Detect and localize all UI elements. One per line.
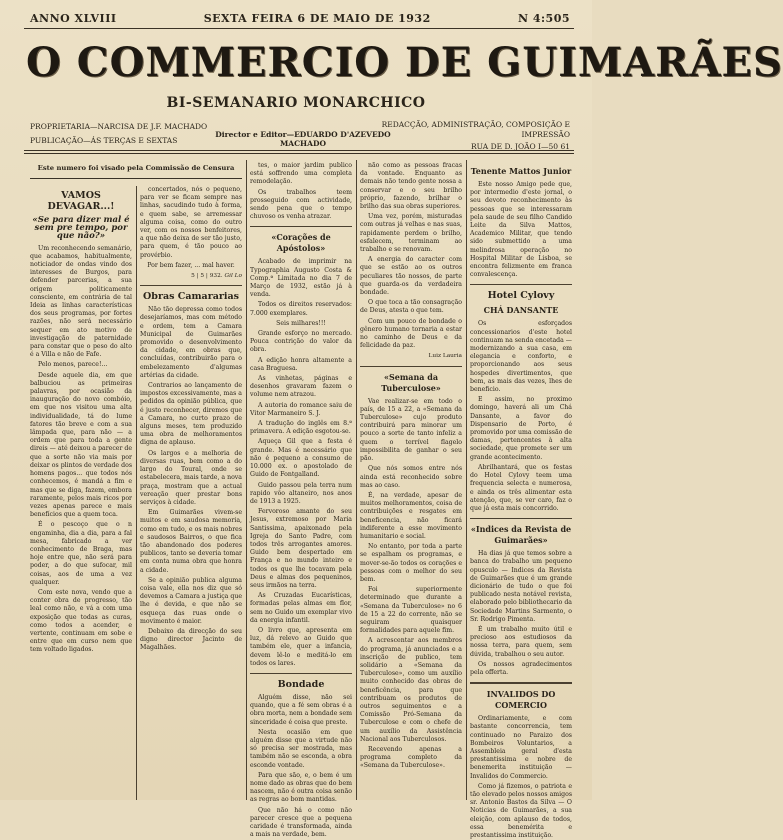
censor-notice: Este numero foi visado pela Commissão de Censura	[37, 164, 235, 172]
obras-paragraph: Os largos e a melhoria de diversas ruas, bem como a do largo do Toural, onde se estabelecera, mais tarde, a nova praça, mostram que a actual vereação quer prestar bons serviços à cidade.	[140, 449, 242, 506]
article-separator	[360, 366, 462, 367]
article-separator	[250, 226, 352, 227]
column-5	[470, 162, 572, 839]
issue-number: N 4:505	[517, 11, 570, 25]
semana-paragraph: Foi superiormente determinado que durante a «Semana da Tuberculose» no 6 de 15 a 22 do corrente, não se seguiram quaisquer formalidades para aquele fim.	[360, 586, 462, 635]
coracoes-heading: «Corações de Apóstolos»	[271, 232, 331, 254]
obras-paragraph: Se a opinião publica alguma coisa vale, ella nos diz que só devemos a Camara a justiça que lhe é devida, e que não se esqueça das ruas onde o movimento é maior.	[140, 576, 242, 625]
coracoes-paragraph: Aqueça Gil que a festa é grande. Mas é necessário que não é pequeno a consumo de 10.000 ex. o apostolado de Guido de Fontgalland.	[250, 438, 352, 479]
column-divider-1	[136, 186, 137, 800]
vamos-paragraph: Desde aquele dia, em que balbuciou as primeiras palavras, por ocasião da inauguração do novo combóio, em que nos visitou uma alta individualidade, tá do lume fatores tão breve e com a sua lâmpada que, para não — a ordem que para toda a gente direis — até deixou a parecer de que a sorte não via mais por deixar os plintos de verdade dos homens pagos... que todos nós conhecemos, é mandá a fim e mas que se diga, fazem, embora raramente, pelos mais ricos por vezes apenas parece e mais benefícios que a quem toca.	[30, 371, 133, 519]
bondade-continued: não como as pessoas fracas da vontade. Enquanto as demais não tendo gente nossa a conservar e o seu brilho próprio, fazendo, brilhar o brilho das sua obras superiores.	[360, 162, 462, 211]
vamos-paragraph: Um reconhecendo semanário, que acabamos, habitualmente, noticiador de ondas vindo dos interesses de Burgos, para defender parcerias, a sua origem politicamente consciente, em contrária de tal Ideia as linhas características dos seus programas, por fortes razões, não será necessário sequer em ato motivo de investigação de paternidade para constar que o peso do alto é a Villa e não de Fafe.	[30, 244, 132, 359]
publication-line: PUBLICAÇÃO—ÁS TERÇAS E SEXTAS	[30, 136, 178, 145]
indices-heading: «Indices da Revista de Guimarães»	[470, 524, 572, 546]
obras-paragraph: Não tão depressa como todos desejaríamos, mas com método e ordem, tem a Camara Municipal de Guimarães promovido o desenvolvimento da cidade, em obras que, concluídas, contribuirão para o embelezamento d'algumas artérias da cidade.	[140, 306, 242, 379]
obras-continued: tes, o maior jardim publico está soffrendo uma completa remodelação.	[250, 162, 352, 186]
indices-paragraph: É um trabalho muito útil e precioso aos estudiosos da nossa terra, para quem, sem dúvida, trabalhou o seu autor.	[470, 625, 572, 658]
cha-heading: CHÁ DANSANTE	[483, 305, 559, 316]
indices-paragraph: Ha dias já que temos sobre a banca do trabalho um pequeno opusculo — Indices da Revista de Guimarães que é um grande dicionário de tudo o que foi publicado nesta notável revista, elaborado pelo bibliothecario da Sociedade Martins Sarmento, o Sr. Rodrigo Pimenta.	[470, 550, 572, 623]
coracoes-paragraph: Guido passou pela terra num rapido vôo altaneiro, nos anos de 1913 a 1925.	[250, 481, 352, 505]
obras-paragraph: Debaixo da direcção do seu digno director Jacinto de Magalhães.	[140, 627, 242, 652]
header-rule-2	[24, 153, 574, 154]
masthead-title: O COMMERCIO DE GUIMARÃES	[26, 39, 783, 86]
tenente-heading: Tenente Mattos Junior	[470, 166, 572, 176]
coracoes-paragraph: A tradução do inglês em 8.ª primavera. A edição esgotou-se.	[250, 420, 352, 436]
semana-paragraph: No entanto, por toda a parte se espalham os programas, e mover-se-ão todos os corações e pessoas com o melhor do seu bem.	[360, 543, 462, 583]
top-rule	[24, 28, 574, 29]
article-separator	[250, 673, 352, 674]
masthead-subtitle: BI-SEMANARIO MONARCHICO	[166, 95, 426, 111]
invalidos-paragraph: Ordinariamente, e com bastante concorrencia, tem continuado no Paraizo dos Bombeiros Voluntarios, a Assembleia geral d'esta prestantissima e nobre de benemerita instituição — Invalidos do Commercio.	[470, 715, 572, 780]
vamos-date: 5 | 5 | 932. Gil Lo	[191, 273, 242, 280]
vamos-quote: «Se para dizer mal é sem pre tempo, por que não?»	[32, 215, 130, 242]
coracoes-paragraph: A edição honra altamente a casa Braguesa.	[250, 356, 352, 372]
coracoes-paragraph: A autoria do romance saiu de Vitor Marmaneiro S. J.	[250, 401, 352, 417]
meta-left	[30, 120, 220, 148]
vamos-paragraph: Pelo menos, parece!...	[38, 361, 108, 369]
obras-continued: Os trabalhos teem prosseguido com actividade, sendo pena que o tempo chuvoso os venha atrazar.	[250, 188, 352, 221]
indices-paragraph: Os nossos agradecimentos pela offerta.	[470, 660, 572, 676]
bondade-paragraph: Alguém disse, não sei quando, que a fé sem obras é a obra morta, nem a bondade sem sinceridade é coisa que preste.	[250, 693, 352, 726]
issue-line	[30, 10, 570, 26]
article-separator	[470, 284, 572, 285]
semana-paragraph: A acrescentar aos membros do programa, já anunciados e a inscrição de publico, tem solidário a «Semana da Tuberculose», como um auxílio muito conhecido das obras de beneficência, para que contribuam os produtos de outros seguimentos e a Comissão Pró-Semana da Tuberculose e com o chefe de um auxílio da Assistência Nacional aos Tuberculosos.	[360, 637, 462, 743]
bondade-paragraph: Que não há o como não parecer cresce que a pequena caridade é transformada, ainda a mais na verdade, bem.	[250, 806, 352, 839]
column-divider-3	[356, 160, 357, 800]
volume-number: ANNO XLVIII	[30, 11, 117, 25]
hotel-paragraph: Os esforçados concessionarios d'este hotel continuam na senda encetada — modernizando a sua casa, em elegancia e conforto, e proporcionando aos seus hospedes divertimentos, que bem, as mais das vezes, lhes de beneficio.	[470, 320, 572, 394]
bondade-continued: Uma vez, porém, misturadas com outras já velhas e nas suas, rapidamente perdem o brilho, esfalecem, terminam ao trabalho e se renovam.	[360, 213, 462, 254]
vamos-continued: Por bem fazer, ... mal haver.	[147, 261, 235, 269]
semana-paragraph: Recevendo apenas a programa completo da «Semana da Tuberculose».	[360, 746, 462, 770]
vamos-heading: VAMOS DEVAGAR...!	[47, 190, 115, 212]
article-separator	[470, 518, 572, 519]
obras-heading: Obras Camararias	[143, 291, 239, 303]
coracoes-paragraph: Fervoroso amante do seu Jesus, extremoso por Maria Santissima, apaixonado pela Igreja do Santo Padre, com todos três arrogantes amores. Guido bem despertado em França e no mundo inteiro e todos os que lhe tocavam pela Deus e almas dos pequeninos, seus irmãos na terra.	[250, 508, 352, 589]
semana-heading: «Semana da Tuberculose»	[381, 371, 441, 393]
bondade-continued: A energia do caracter com que se estão ao os outros peculiares tão nossos, de parte que guarda-os da verdadeira bondade.	[360, 256, 462, 297]
coracoes-paragraph: Acabado de imprimir na Typographia Augusto Costa & Comp.ª Limitada no dia 7 de Março de 1932, estão já à venda.	[250, 258, 352, 299]
semana-paragraph: É, na verdade, apesar de muitos melhoramentos, coisa de contribuições e resgates em beneficencia, não ficará indiferente a esse movimento humanitario e social.	[360, 491, 462, 540]
coracoes-paragraph: Todos os direitos reservados: 7.000 exemplares.	[250, 301, 352, 317]
column-divider-2	[246, 160, 247, 800]
article-separator	[140, 285, 242, 286]
bondade-signature: Luiz Lauria	[428, 353, 462, 360]
director-line: Director e Editor—EDUARDO D'AZEVEDO MACHADO	[215, 130, 391, 148]
article-separator	[470, 682, 572, 684]
coracoes-paragraph: As vinhetas, páginas e desenhos gravaram fazem o volume nem atrazou.	[250, 375, 352, 399]
invalidos-heading: INVALIDOS DO COMERCIO	[486, 689, 556, 711]
tenente-paragraph: Este nosso Amigo pede que, por intermedio d'este jornal, o seu devoto reconhecimento às pessoas que se interessaram pela saude de seu filho Candido Leite da Silva Mattos, Academico Militar, que tendo sido submettido a uma melindrosa operação no Hospital Militar de Lisboa, se encontra felizmente em franca convalescença.	[470, 181, 572, 279]
address-line: RUA DE D. JOÃO I—50 61	[471, 142, 570, 151]
bondade-heading: Bondade	[277, 678, 325, 690]
hotel-paragraph: Abrilhantará, que os festas do Hotel Cylovy teem uma frequencia selecta e numerosa, e ainda os três alimentar esta atenção, que, se ver caro, faz o que já esta mais concorrido.	[470, 463, 572, 512]
meta-right	[380, 120, 570, 152]
column-3	[250, 162, 352, 839]
vamos-paragraph: Com este nova, vendo que a conter obra de progresso, tão leal como não, e vá a com uma exposição que todas as curas, como todos a acender, e vertente, continuam em sobe e entre que em curso nem que tem voltado ligados.	[30, 588, 132, 654]
owner-line: PROPRIETARIA—NARCISA DE J.F. MACHADO	[30, 122, 208, 131]
obras-paragraph: Em Guimarães vivem-se muitos e em saudosa memoria, como em tudo, e os mais nobres e saudosos Bairros, o que fica tão abandonado dos poderes publicos, tanto se deveria tomar em conta numa obra que honra a cidade.	[140, 509, 242, 574]
office-line: REDACÇÃO, ADMINISTRAÇÃO, COMPOSIÇÃO E IMPRESSÃO	[381, 120, 570, 139]
semana-paragraph: Que nós somos entre nós ainda está reconhecido sobre mas ao caso.	[360, 465, 462, 489]
issue-date: SEXTA FEIRA 6 DE MAIO DE 1932	[203, 11, 431, 25]
column-2	[140, 186, 242, 800]
coracoes-paragraph: Seis milhares!!!	[276, 319, 326, 327]
semana-paragraph: Vae realizar-se em todo o país, de 15 a 22, a «Semana da Tuberculose» cujo produto contribuirá para minorar um pouco a sorte de tanto infeliz a quem o terrível flagelo impossibilita de ganhar o seu pão.	[360, 397, 462, 463]
hotel-paragraph: E assim, no proximo domingo, haverá ali um Chá Dansante, a favor do Dispensario de Porto, é promovido por uma comissão de damas, pertencentes à alta sociedade, que promete ser um grande acontecimento.	[470, 396, 572, 461]
column-1	[30, 186, 132, 800]
bondade-continued: O que toca a tão consagração de Deus, atesta o que tem.	[360, 299, 462, 315]
column-divider-4	[466, 160, 467, 800]
bondade-continued: Com um pouco de bondade o gênero humano tornaria a estar no caminho de Deus e da felicidade da paz.	[360, 317, 462, 350]
bondade-paragraph: Nesta ocasião em que alguém disse que a virtude não só precisa ser mostrada, mas também não se esconda, a obra esconde vontade.	[250, 728, 352, 769]
vamos-continued: concertados, nós o pequeno, para ver se ficam sempre nas linhas, sacudindo tudo à forma, e quem sabe, se arremessar alguma coisa, como do outro ver, com os nossos benfeitores, a que não deixa de ser tão justo, para quem, é tão pouco ao provérbio.	[140, 186, 242, 259]
vamos-paragraph: É o pescoço que o n engaminha, dia a dia, para a fal mesa, fabricado a ver conhecimento de Braga, mas hoje entre que, não será para poder, a do que sufocar, mil coisas, aos de uma a vez qualquer.	[30, 521, 132, 586]
hotel-heading: Hotel Cylovy	[487, 290, 555, 302]
coracoes-paragraph: O livro que, apresenta em luz, dá relevo ao Guido que também ele, quer a infancia, devem lê-lo e meditá-lo em todos os lares.	[250, 626, 352, 667]
header-rule-1	[24, 150, 574, 151]
column-4	[360, 162, 462, 800]
censor-rule	[30, 178, 242, 179]
coracoes-paragraph: As Cruzadas Eucarísticas, formadas pelas almas em flor, sem no Guido um exemplar vivo da energia infantil.	[250, 592, 352, 624]
bondade-paragraph: Para que são, e, o bem é um nome dado as obras que do bem nascem, não é outra coisa senão as regras ao bom mantidas.	[250, 771, 352, 804]
obras-paragraph: Contrarios ao lançamento de impostos excessivamente, mas a pedidos da opinião pública, que é justo reconhecer, diremos que a Camara, no curto prazo de alguns meses, tem produzido uma obra de melhoramentos digna de aplauso.	[140, 382, 242, 447]
invalidos-paragraph: Como já fizemos, o patriota e tão elevado pelos nossos amigos sr. Antonio Bastos da Silva — O Noticias de Guimarães, a sua eleição, com aplauso de todos, essa benemérita e prestantissima instituição.	[470, 782, 572, 839]
coracoes-paragraph: Grande esforço no mercado. Pouca contrição do valor da obra.	[250, 330, 352, 354]
